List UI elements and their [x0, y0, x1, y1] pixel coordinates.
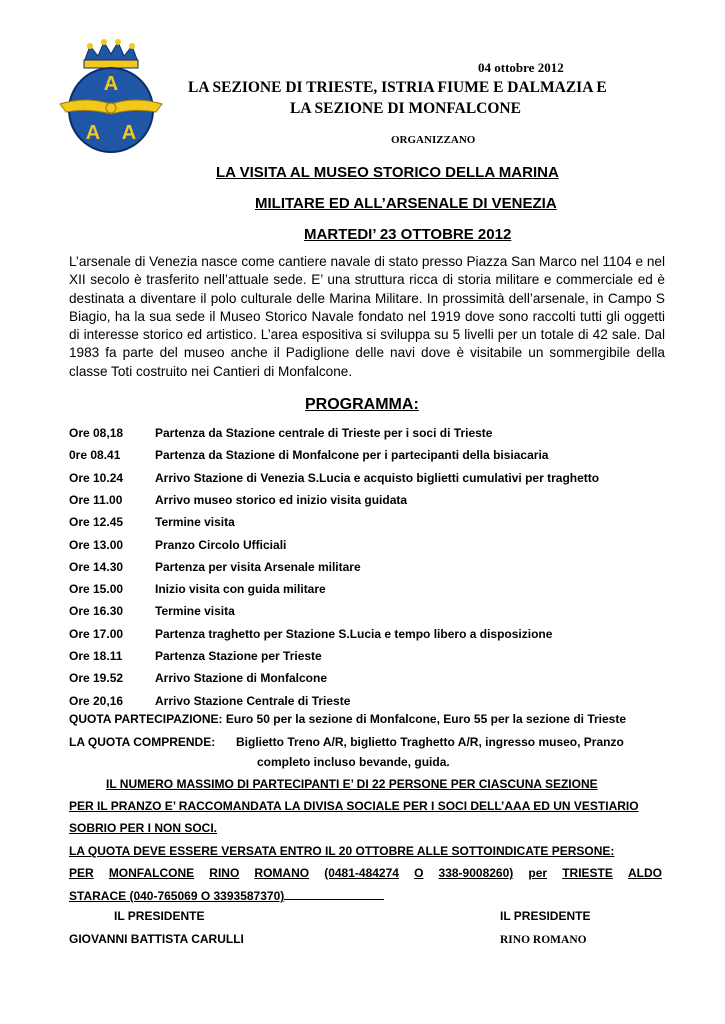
- president-left-name: GIOVANNI BATTISTA CARULLI: [69, 932, 244, 946]
- title-line-1: LA VISITA AL MUSEO STORICO DELLA MARINA: [216, 164, 559, 181]
- schedule-description: Arrivo Stazione di Monfalcone: [155, 671, 328, 686]
- president-right-name: RINO ROMANO: [500, 934, 587, 946]
- schedule-description: Pranzo Circolo Ufficiali: [155, 537, 287, 552]
- schedule-row: [69, 426, 492, 440]
- logo-letter-right: A: [121, 122, 137, 144]
- schedule-description: Partenza Stazione per Trieste: [155, 649, 322, 663]
- programma-heading: PROGRAMMA:: [305, 396, 419, 413]
- title-line-2: MILITARE ED ALL’ARSENALE DI VENEZIA: [255, 195, 557, 212]
- max-participants-note: IL NUMERO MASSIMO DI PARTECIPANTI E’ DI 22 PERSONE PER CIASCUNA SEZIONE: [106, 777, 598, 791]
- crown-icon: [84, 39, 138, 68]
- contacts-word: RINO: [209, 866, 240, 880]
- schedule-time: Ore 13.00: [69, 537, 124, 552]
- organizers-line-1: LA SEZIONE DI TRIESTE, ISTRIA FIUME E DALMAZIA E: [188, 79, 607, 96]
- schedule-time: Ore 14.30: [69, 559, 124, 574]
- schedule-row: [69, 627, 552, 641]
- schedule-description: Partenza da Stazione centrale di Trieste per i soci di Trieste: [155, 426, 493, 440]
- contacts-word: (0481-484274: [324, 866, 399, 880]
- schedule-row: [69, 448, 548, 462]
- logo-letter-left: A: [85, 122, 101, 144]
- schedule-row: [69, 582, 326, 596]
- schedule-time: 0re 08.41: [69, 448, 121, 463]
- quota-comprende-label: LA QUOTA COMPRENDE:: [69, 735, 216, 749]
- schedule-row: [69, 649, 322, 663]
- schedule-time: Ore 19.52: [69, 671, 124, 686]
- schedule-row: [69, 560, 361, 574]
- logo-letter-top: A: [103, 73, 119, 95]
- dress-code-note-1: PER IL PRANZO E’ RACCOMANDATA LA DIVISA SOCIALE PER I SOCI DELL’AAA ED UN VESTIARIO: [69, 799, 639, 813]
- schedule-time: Ore 18.11: [69, 649, 123, 663]
- organizzano-label: ORGANIZZANO: [391, 134, 476, 146]
- schedule-row: [69, 471, 599, 485]
- schedule-time: Ore 11.00: [69, 492, 123, 507]
- schedule-row: [69, 694, 350, 708]
- president-right-title: IL PRESIDENTE: [500, 909, 591, 923]
- schedule-time: Ore 10.24: [69, 470, 124, 485]
- president-left-title: IL PRESIDENTE: [114, 909, 205, 923]
- schedule-time: Ore 15.00: [69, 582, 124, 597]
- contacts-line-1: [69, 866, 662, 880]
- title-date: MARTEDI’ 23 OTTOBRE 2012: [304, 226, 512, 243]
- schedule-description: Partenza traghetto per Stazione S.Lucia e tempo libero a disposizione: [155, 626, 553, 641]
- association-logo: [56, 38, 166, 156]
- schedule-row: [69, 604, 235, 618]
- document-date: 04 ottobre 2012: [478, 60, 564, 75]
- schedule-time: Ore 20,16: [69, 693, 124, 708]
- quota-comprende-line-1: Biglietto Treno A/R, biglietto Traghetto A/R, ingresso museo, Pranzo: [236, 735, 624, 749]
- schedule-description: Partenza da Stazione di Monfalcone per i partecipanti della bisiacaria: [155, 448, 549, 463]
- schedule-description: Inizio visita con guida militare: [155, 582, 326, 597]
- schedule-description: Arrivo museo storico ed inizio visita guidata: [155, 492, 408, 507]
- contacts-line-2-text: STARACE (040-765069 O 3393587370): [69, 889, 285, 903]
- contacts-word: MONFALCONE: [108, 866, 195, 880]
- schedule-row: [69, 538, 286, 552]
- intro-paragraph: L’arsenale di Venezia nasce come cantiere navale di stato presso Piazza San Marco nel 1104 e nel XII secolo è trasferito nell’attuale sede. E’ una struttura ricca di storia militare e commerciale ed è destinata a diventare il polo culturale delle Marina Militare. In prossimità dell’arsenale, in Campo S Biagio, ha la sua sede il Museo Storico Navale fondato nel 1919 dove sono raccolti tutti gli oggetti di interesse storico ed artistico. L’area espositiva si sviluppa su 5 livelli per un totale di 42 sale. Dal 1983 fa parte del museo anche il Padiglione delle navi dove è visitabile un sommergibile della classe Toti costruito nei Cantieri di Monfalcone.: [69, 254, 665, 379]
- schedule-row: [69, 515, 235, 529]
- contacts-word: ALDO: [628, 866, 662, 880]
- dress-code-note-2: SOBRIO PER I NON SOCI.: [69, 821, 218, 835]
- schedule-time: Ore 12.45: [69, 515, 124, 530]
- contacts-word: 338-9008260): [438, 866, 514, 880]
- contacts-word: O: [414, 866, 424, 880]
- blank-line: [284, 888, 384, 900]
- organizers-line-2: LA SEZIONE DI MONFALCONE: [290, 100, 521, 117]
- quota-comprende-line-2: completo incluso bevande, guida.: [257, 755, 450, 769]
- schedule-time: Ore 16.30: [69, 604, 124, 619]
- contacts-word: per: [528, 866, 548, 880]
- contacts-word: TRIESTE: [562, 866, 613, 880]
- schedule-description: Arrivo Stazione Centrale di Trieste: [155, 693, 351, 708]
- schedule-row: [69, 671, 327, 685]
- quota-partecipazione: QUOTA PARTECIPAZIONE: Euro 50 per la sezione di Monfalcone, Euro 55 per la sezione di Trieste: [69, 712, 627, 726]
- schedule-time: Ore 08,18: [69, 426, 124, 440]
- contacts-word: PER: [69, 866, 94, 880]
- schedule-description: Arrivo Stazione di Venezia S.Lucia e acquisto biglietti cumulativi per traghetto: [155, 470, 600, 485]
- contacts-word: ROMANO: [254, 866, 310, 880]
- schedule-row: [69, 493, 407, 507]
- schedule-time: Ore 17.00: [69, 626, 124, 641]
- payment-deadline-note: LA QUOTA DEVE ESSERE VERSATA ENTRO IL 20 OTTOBRE ALLE SOTTOINDICATE PERSONE:: [69, 844, 615, 858]
- schedule-description: Termine visita: [155, 515, 235, 530]
- schedule-description: Termine visita: [155, 604, 235, 619]
- contacts-line-2: [69, 888, 384, 903]
- schedule-description: Partenza per visita Arsenale militare: [155, 559, 361, 574]
